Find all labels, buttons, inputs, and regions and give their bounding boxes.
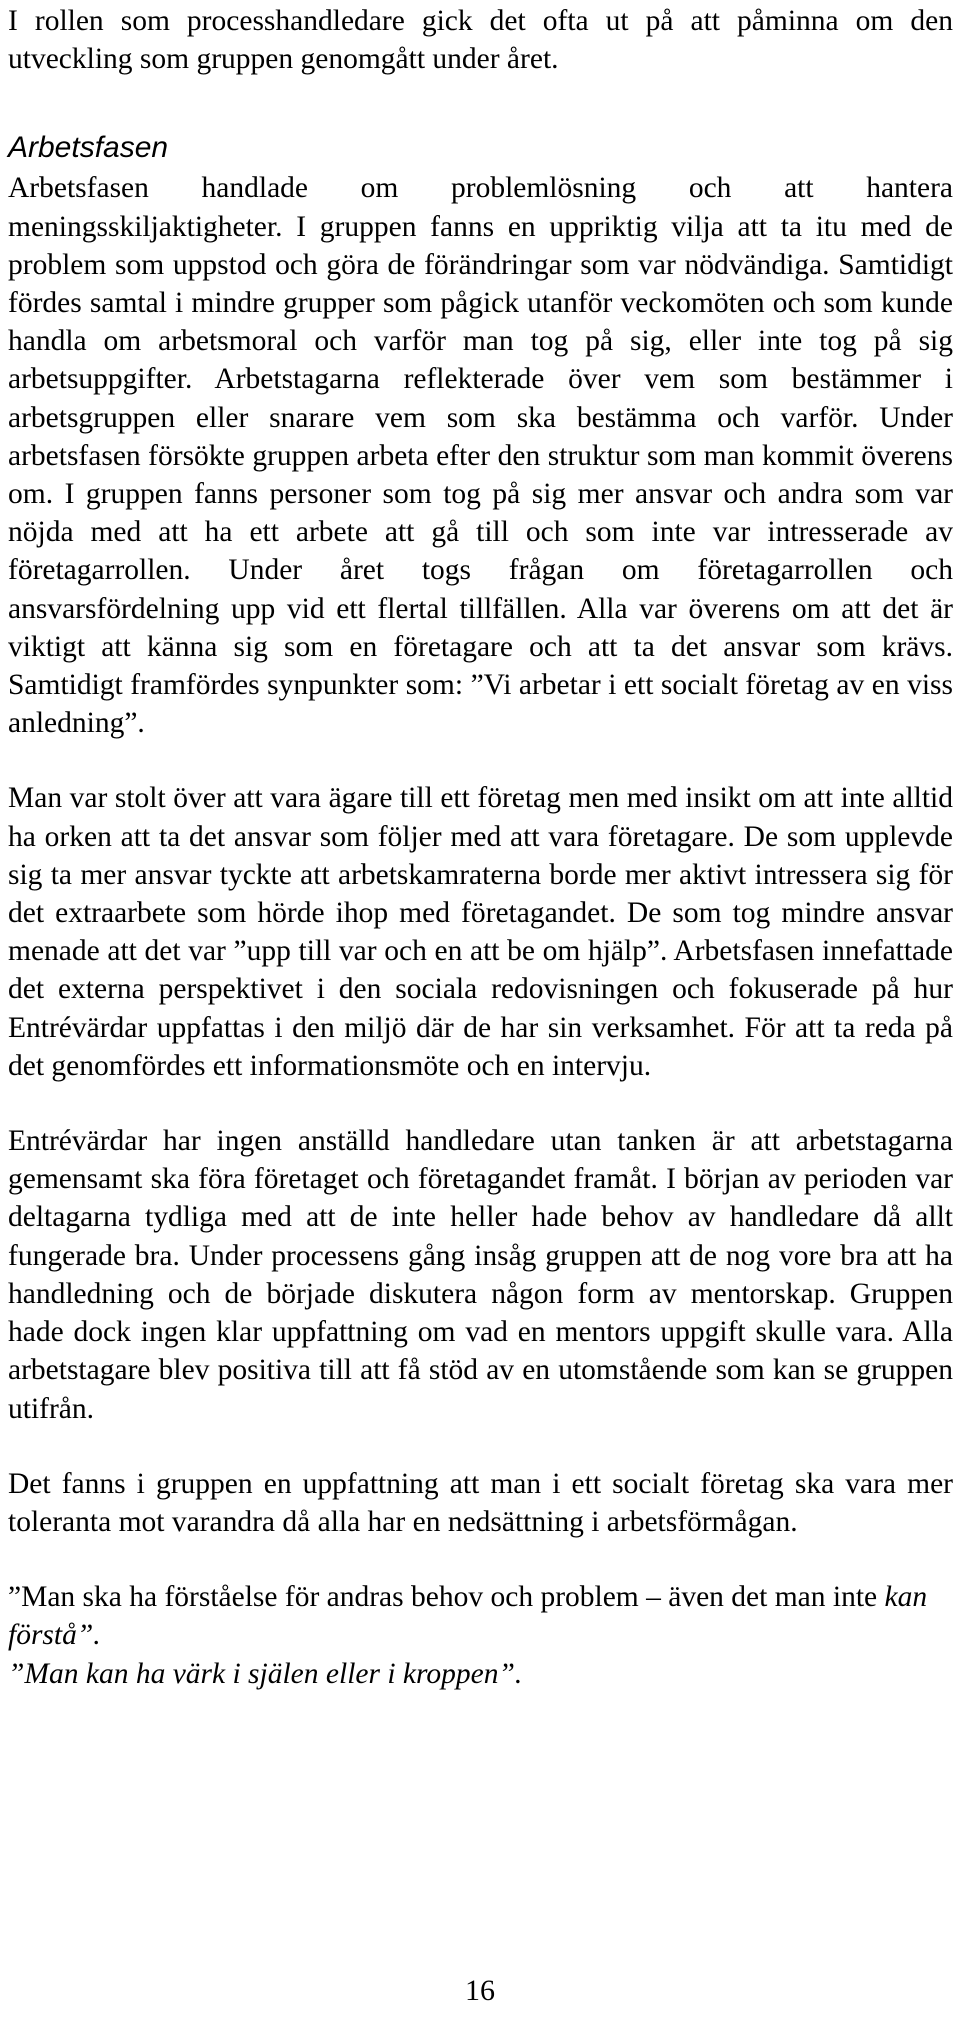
page-number: 16 bbox=[465, 1974, 495, 2007]
body-paragraph-1: Arbetsfasen handlade om problemlösning och att hantera meningsskiljaktigheter. I gruppen fanns en uppriktig vilja att ta itu med de problem som uppstod och göra de förändringar som var nödvändiga. Samtidigt fördes samtal i mindre grupper som pågick utanför veckomöten och som kunde handla om arbetsmoral och varför man tog på sig, eller inte tog på sig arbetsuppgifter. Arbetstagarna reflekterade över vem som bestämmer i arbetsgruppen eller snarare vem som ska bestämma och varför. Under arbetsfasen försökte gruppen arbeta efter den struktur som man kommit överens om. I gruppen fanns personer som tog på sig mer ansvar och andra som var nöjda med att ha ett arbete att gå till och som inte var intresserade av företagarrollen. Under året togs frågan om företagarrollen och ansvarsfördelning upp vid ett flertal tillfällen. Alla var överens om att det är viktigt att känna sig som en företagare och att ta det ansvar som krävs. Samtidigt framfördes synpunkter som: ”Vi arbetar i ett socialt företag av en viss anledning”. bbox=[8, 172, 953, 740]
body-paragraph-3: Entrévärdar har ingen anställd handledare utan tanken är att arbetstagarna gemensamt ska föra företaget och företagandet framåt. I början av perioden var deltagarna tydliga med att de inte heller hade behov av handledare då allt fungerade bra. Under processens gång insåg gruppen att de nog vore bra att ha handledning och de började diskutera någon form av mentorskap. Gruppen hade dock ingen klar uppfattning om vad en mentors uppgift skulle vara. Alla arbetstagare blev positiva till att få stöd av en utomstående som kan se gruppen utifrån. bbox=[8, 1125, 953, 1425]
section-heading: Arbetsfasen bbox=[8, 131, 169, 165]
quote-1-text: ”Man ska ha förståelse för andras behov och problem – även det man inte bbox=[8, 1581, 885, 1614]
quote-1-italic-text: kan förstå”. bbox=[8, 1581, 928, 1652]
quote-2: ”Man kan ha värk i själen eller i kroppen”. bbox=[8, 1657, 523, 1690]
quote-1 bbox=[8, 1578, 953, 1654]
body-paragraph-4: Det fanns i gruppen en uppfattning att man i ett socialt företag ska vara mer toleranta mot varandra då alla har en nedsättning i arbetsförmågan. bbox=[8, 1467, 953, 1538]
body-paragraph-2: Man var stolt över att vara ägare till ett företag men med insikt om att inte alltid ha orken att ta det ansvar som följer med att vara företagare. De som upplevde sig ta mer ansvar tyckte att arbetskamraterna borde mer aktivt intressera sig för det extraarbete som hörde ihop med företagandet. De som tog mindre ansvar menade att det var ”upp till var och en att be om hjälp”. Arbetsfasen innefattade det externa perspektivet i den sociala redovisningen och fokuserade på hur Entrévärdar uppfattas i den miljö där de har sin verksamhet. För att ta reda på det genomfördes ett informationsmöte och en intervju. bbox=[8, 782, 953, 1082]
intro-paragraph: I rollen som processhandledare gick det ofta ut på att påminna om den utveckling som gruppen genomgått under året. bbox=[8, 5, 953, 76]
document-page bbox=[8, 0, 953, 1693]
